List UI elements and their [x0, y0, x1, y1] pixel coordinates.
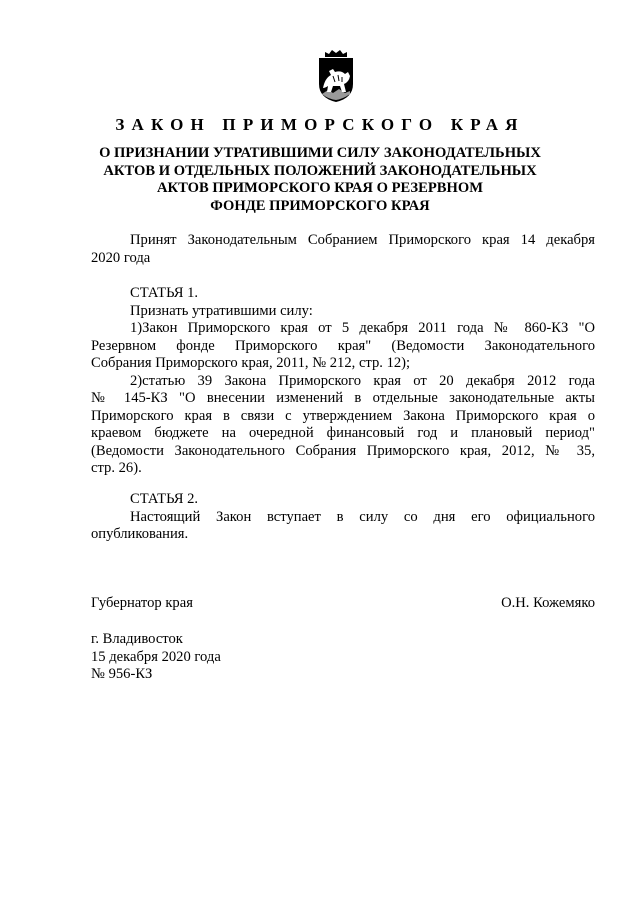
article-2 — [91, 491, 595, 544]
article-1-item-1-line: 1)Закон Приморского края от 5 декабря 2011 года № 860-КЗ "О — [130, 320, 595, 336]
article-1-item-2-line: (Ведомости Законодательного Собрания Приморского края, 2012, № 35, — [91, 442, 595, 459]
article-heading: СТАТЬЯ 1. — [130, 285, 199, 301]
article-heading: СТАТЬЯ 2. — [130, 491, 199, 507]
article-1-item-2-line: стр. 26). — [91, 460, 142, 476]
signatory-name: О.Н. Кожемяко — [501, 595, 595, 611]
law-subject-line: АКТОВ ПРИМОРСКОГО КРАЯ О РЕЗЕРВНОМ — [156, 180, 483, 196]
article-intro: Признать утратившими силу: — [130, 302, 313, 319]
primorye-coat-of-arms-icon — [313, 48, 359, 104]
adoption-note — [91, 232, 595, 267]
signature-block — [91, 595, 595, 613]
adoption-line: 2020 года — [91, 249, 151, 266]
place-date-number — [91, 631, 221, 684]
law-number: № 956-КЗ — [91, 666, 153, 682]
adoption-line: Принят Законодательным Собранием Приморского края 14 декабря — [130, 232, 595, 248]
article-2-line: Настоящий Закон вступает в силу со дня его официального — [130, 508, 595, 525]
article-1-item-2-line: 2)статью 39 Закона Приморского края от 20 декабря 2012 года — [130, 372, 595, 389]
law-title: ЗАКОН ПРИМОРСКОГО КРАЯ — [115, 115, 525, 134]
article-1-item-2-line: краевом бюджете на очередной финансовый год и плановый период" — [91, 425, 595, 441]
article-1-item-1-line: Резервном фонде Приморского края" (Ведомости Законодательного — [91, 337, 595, 354]
article-1-item-2-line: Приморского края в связи с утверждением Закона Приморского края о — [91, 407, 595, 424]
law-subject — [0, 145, 640, 215]
law-subject-line: О ПРИЗНАНИИ УТРАТИВШИМИ СИЛУ ЗАКОНОДАТЕЛЬНЫХ — [99, 145, 541, 161]
article-2-line: опубликования. — [91, 526, 189, 542]
signing-city: г. Владивосток — [91, 631, 183, 647]
law-subject-line: АКТОВ И ОТДЕЛЬНЫХ ПОЛОЖЕНИЙ ЗАКОНОДАТЕЛЬНЫХ — [103, 162, 537, 179]
article-1-item-1-line: Собрания Приморского края, 2011, № 212, стр. 12); — [91, 355, 411, 371]
law-subject-line: ФОНДЕ ПРИМОРСКОГО КРАЯ — [210, 197, 430, 214]
article-1 — [91, 285, 595, 478]
signing-date: 15 декабря 2020 года — [91, 648, 221, 665]
signatory-position: Губернатор края — [91, 595, 193, 611]
article-1-item-2-line: № 145-КЗ "О внесении изменений в отдельные законодательные акты — [91, 390, 595, 406]
